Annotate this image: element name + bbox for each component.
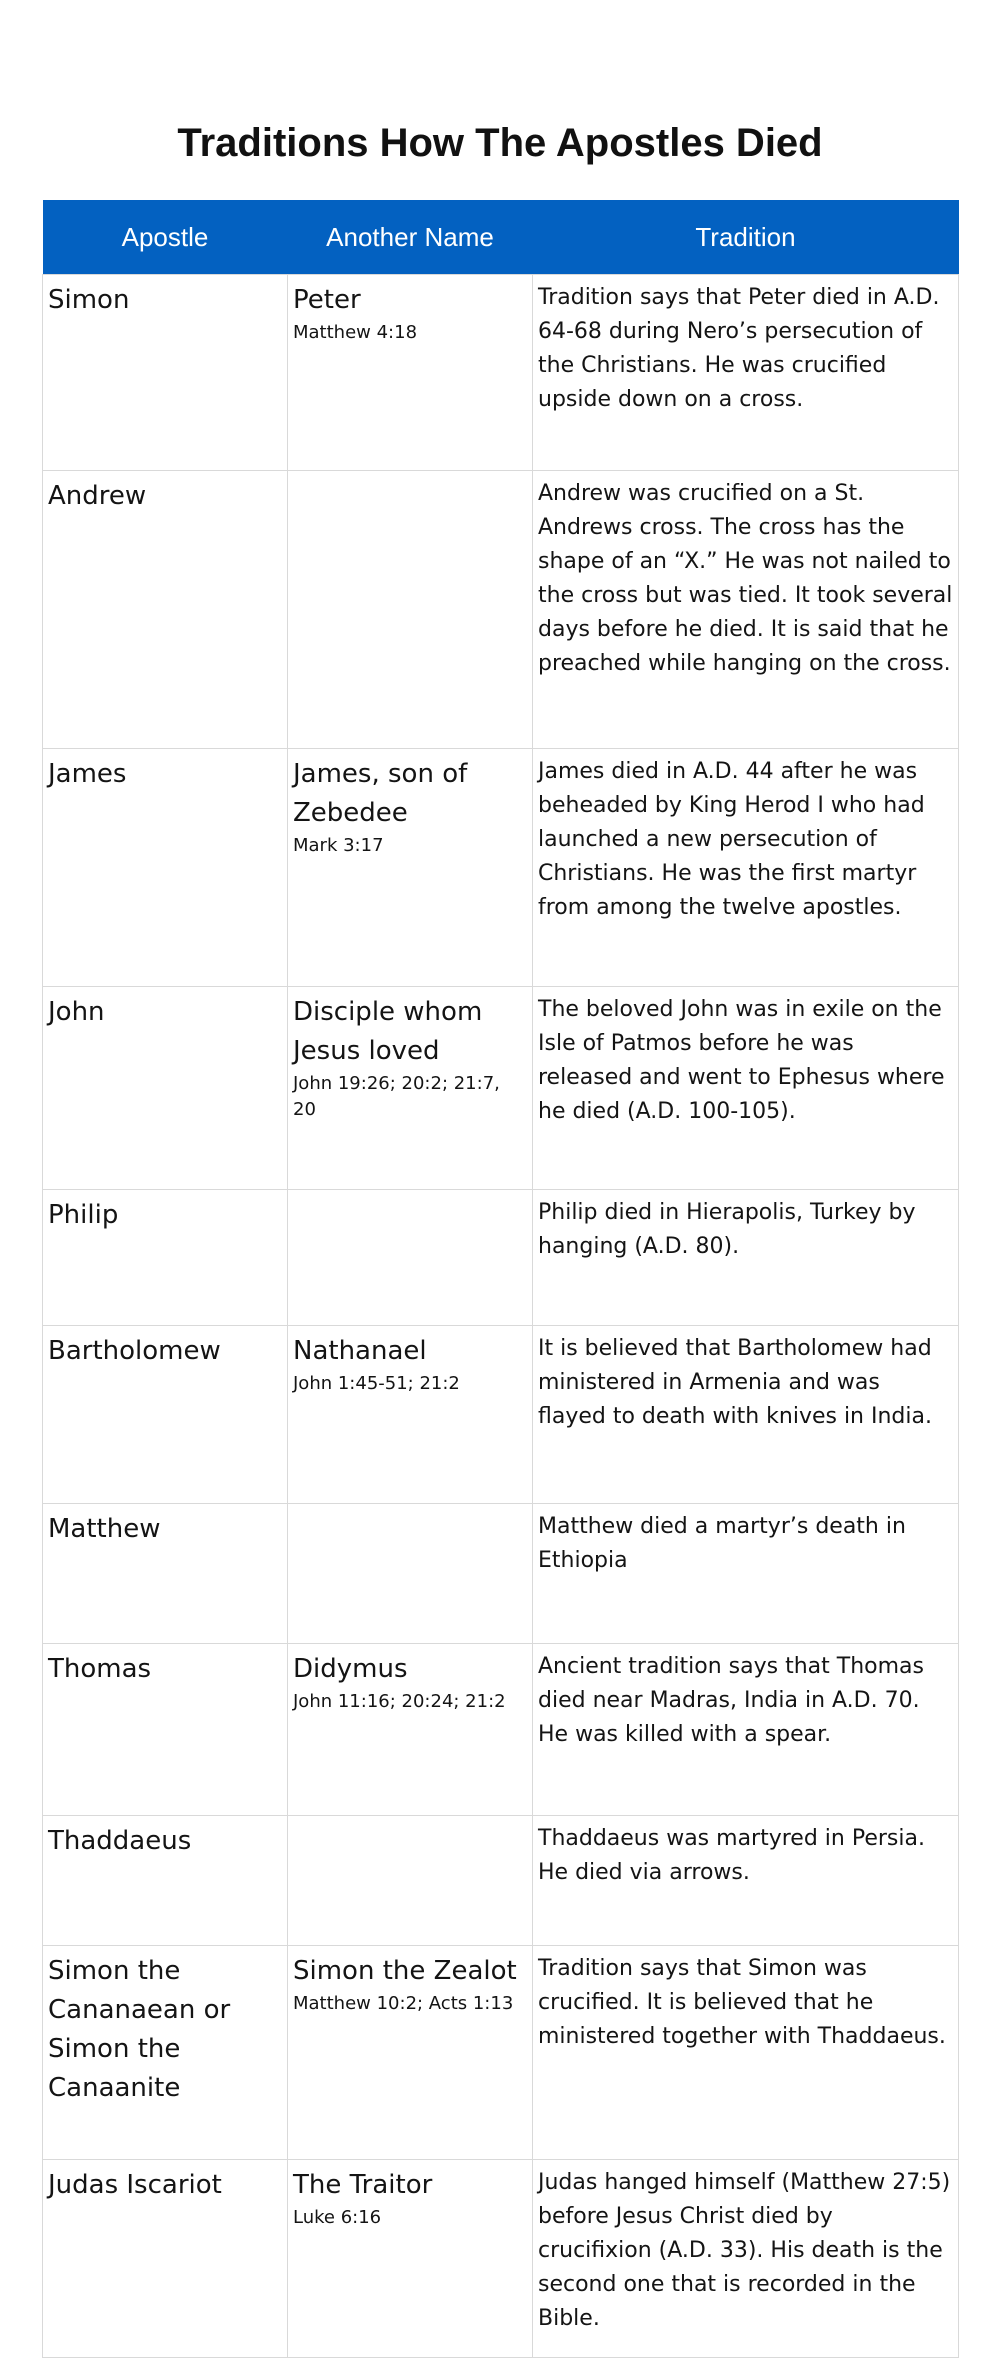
apostle-cell: Thomas [43, 1644, 288, 1816]
tradition-cell: Philip died in Hierapolis, Turkey by hanging (A.D. 80). [533, 1190, 959, 1326]
scripture-reference: Matthew 4:18 [293, 322, 418, 343]
another-name: Didymus [293, 1654, 408, 1684]
table-header [43, 200, 959, 275]
header-another-name: Another Name [288, 200, 533, 275]
tradition-cell: Ancient tradition says that Thomas died near Madras, India in A.D. 70. He was killed with a spear. [533, 1644, 959, 1816]
page-title: Traditions How The Apostles Died [177, 120, 823, 165]
another-name-cell [288, 1816, 533, 1946]
tradition-cell: Judas hanged himself (Matthew 27:5) before Jesus Christ died by crucifixion (A.D. 33). His death is the second one that is recorded in the Bible. [533, 2160, 959, 2358]
apostles-table [42, 200, 959, 2358]
scripture-reference: John 1:45-51; 21:2 [293, 1373, 460, 1394]
another-name-cell [288, 1504, 533, 1644]
apostle-cell: Bartholomew [43, 1326, 288, 1504]
another-name-cell [288, 2160, 533, 2358]
another-name-cell [288, 1946, 533, 2160]
another-name: Peter [293, 285, 361, 315]
apostle-cell: Simon the Cananaean or Simon the Canaanite [43, 1946, 288, 2160]
header-tradition: Tradition [533, 200, 959, 275]
header-apostle: Apostle [43, 200, 288, 275]
another-name-cell [288, 1190, 533, 1326]
apostle-cell: Judas Iscariot [43, 2160, 288, 2358]
tradition-cell: Andrew was crucified on a St. Andrews cross. The cross has the shape of an “X.” He was not nailed to the cross but was tied. It took several days before he died. It is said that he preached while hanging on the cross. [533, 471, 959, 749]
apostle-cell: Thaddaeus [43, 1816, 288, 1946]
table-row [43, 1504, 959, 1644]
table-row [43, 987, 959, 1190]
table-row [43, 275, 959, 471]
another-name: The Traitor [293, 2170, 433, 2200]
table-row [43, 1326, 959, 1504]
tradition-cell: Tradition says that Simon was crucified. It is believed that he ministered together with Thaddaeus. [533, 1946, 959, 2160]
table-row [43, 1644, 959, 1816]
another-name: Nathanael [293, 1336, 427, 1366]
apostle-cell: Matthew [43, 1504, 288, 1644]
apostle-cell: Andrew [43, 471, 288, 749]
another-name-cell [288, 987, 533, 1190]
apostle-cell: James [43, 749, 288, 987]
another-name-cell [288, 749, 533, 987]
apostle-cell: Philip [43, 1190, 288, 1326]
table-body [43, 275, 959, 2358]
another-name: James, son of Zebedee [293, 759, 468, 828]
table-row [43, 471, 959, 749]
scripture-reference: Matthew 10:2; Acts 1:13 [293, 1993, 514, 2014]
tradition-cell: The beloved John was in exile on the Isle of Patmos before he was released and went to Ephesus where he died (A.D. 100-105). [533, 987, 959, 1190]
tradition-cell: It is believed that Bartholomew had ministered in Armenia and was flayed to death with knives in India. [533, 1326, 959, 1504]
another-name-cell [288, 275, 533, 471]
apostle-cell: Simon [43, 275, 288, 471]
table-row [43, 1946, 959, 2160]
tradition-cell: Thaddaeus was martyred in Persia. He died via arrows. [533, 1816, 959, 1946]
table-row [43, 1816, 959, 1946]
scripture-reference: Luke 6:16 [293, 2207, 382, 2228]
tradition-cell: Matthew died a martyr’s death in Ethiopia [533, 1504, 959, 1644]
header-row [43, 200, 959, 275]
scripture-reference: John 11:16; 20:24; 21:2 [293, 1691, 506, 1712]
apostle-cell: John [43, 987, 288, 1190]
another-name-cell [288, 1644, 533, 1816]
another-name-cell [288, 1326, 533, 1504]
scripture-reference: John 19:26; 20:2; 21:7, 20 [293, 1073, 500, 1120]
scripture-reference: Mark 3:17 [293, 835, 384, 856]
table-row [43, 749, 959, 987]
table-row [43, 2160, 959, 2358]
another-name: Disciple whom Jesus loved [293, 997, 483, 1066]
another-name: Simon the Zealot [293, 1956, 517, 1986]
tradition-cell: Tradition says that Peter died in A.D. 64-68 during Nero’s persecution of the Christians. He was crucified upside down on a cross. [533, 275, 959, 471]
table-row [43, 1190, 959, 1326]
another-name-cell [288, 471, 533, 749]
tradition-cell: James died in A.D. 44 after he was beheaded by King Herod I who had launched a new persecution of Christians. He was the first martyr from among the twelve apostles. [533, 749, 959, 987]
